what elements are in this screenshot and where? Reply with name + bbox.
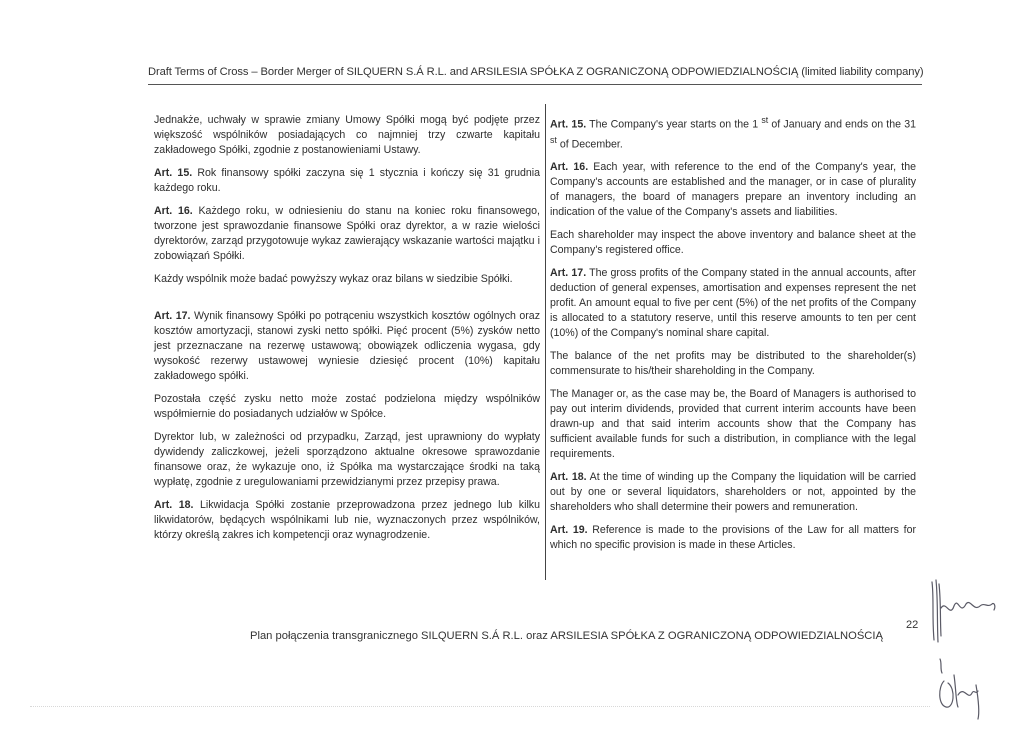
article-text: Reference is made to the provisions of the Law for all matters for which no specific provision is made in these Articles. xyxy=(550,524,916,552)
article-label: Art. 16. xyxy=(154,205,193,217)
column-divider xyxy=(545,104,546,580)
page-footer: Plan połączenia transgranicznego SILQUERN S.Á R.L. oraz ARSILESIA SPÓŁKA Z OGRANICZONĄ ODPOWIEDZIALNOŚCIĄ xyxy=(250,630,883,642)
article-label: Art. 17. xyxy=(154,310,191,322)
article-text: The Company's year starts on the 1 xyxy=(586,118,762,131)
signature-icon xyxy=(926,578,998,644)
paragraph-interim-pl: Dyrektor lub, w zależności od przypadku, Zarząd, jest uprawniony do wypłaty dywidendy zaliczkowej, jeżeli sporządzono aktualne okresowe sprawozdanie finansowe oraz, że wykazuje ono, iż Spółka ma wystarczające środki na taką wypłatę, zgodnie z uregulowaniami przewidzianymi przez przepisy prawa. xyxy=(154,431,540,488)
article-18-en xyxy=(550,470,916,515)
article-label: Art. 18. xyxy=(154,499,194,511)
article-15-pl xyxy=(154,166,540,196)
english-column xyxy=(550,113,916,561)
paragraph-balance-pl: Pozostała część zysku netto może zostać podzielona między wspólników współmiernie do posiadanych udziałów w Spółce. xyxy=(154,393,540,420)
ordinal-suffix: st xyxy=(761,115,769,125)
paragraph-interim-en: The Manager or, as the case may be, the Board of Managers is authorised to pay out interim dividends, provided that current interim accounts have been drawn-up and that said interim accounts show that the Company has sufficient available funds for such a distribution, in compliance with the legal requirements. xyxy=(550,388,916,461)
article-19-en xyxy=(550,523,916,553)
paragraph-inspect-pl: Każdy wspólnik może badać powyższy wykaz oraz bilans w siedzibie Spółki. xyxy=(154,273,513,285)
article-label: Art. 19. xyxy=(550,524,588,537)
article-text: Likwidacja Spółki zostanie przeprowadzona przez jednego lub kilku likwidatorów, będących wspólnikami lub nie, wyznaczonych przez wspólników, którzy określą zakres ich kompetencji oraz wynagrodzenie. xyxy=(154,499,540,541)
article-16-pl xyxy=(154,204,540,264)
article-16-en xyxy=(550,160,916,220)
article-text: The gross profits of the Company stated in the annual accounts, after deduction of general expenses, amortisation and expenses represent the net profit. An amount equal to five per cent (5%) of the net profits of the Company is allocated to a statutory reserve, until this reserve amounts to ten per cent (10%) of the Company's nominal share capital. xyxy=(550,267,916,340)
article-text: Każdego roku, w odniesieniu do stanu na koniec roku finansowego, tworzone jest sprawozdanie finansowe Spółki oraz dyrektor, a w razie wielości dyrektorów, zarząd przygotowuje wykaz zawierający wskazanie wartości majątku i zobowiązań Spółki. xyxy=(154,205,541,262)
article-17-en xyxy=(550,266,916,341)
page-header: Draft Terms of Cross – Border Merger of SILQUERN S.Á R.L. and ARSILESIA SPÓŁKA Z OGRANICZONĄ ODPOWIEDZIALNOŚCIĄ (limited liability company) xyxy=(148,66,924,78)
article-label: Art. 15. xyxy=(550,118,587,131)
article-18-pl xyxy=(154,498,540,543)
article-text: Each year, with reference to the end of the Company's year, the Company's accounts are established and the manager, or in case of plurality of managers, the board of managers prepare an inventory including an indication of the value of the Company's assets and liabilities. xyxy=(550,161,916,219)
article-15-en xyxy=(550,113,916,152)
initials-icon xyxy=(936,655,986,721)
paragraph-amendment: Jednakże, uchwały w sprawie zmiany Umowy Spółki mogą być podjęte przez większość wspólników posiadających co najmniej trzy czwarte kapitału zakładowego Spółki, zgodnie z postanowieniami Ustawy. xyxy=(154,114,540,156)
article-text: Rok finansowy spółki zaczyna się 1 stycznia i kończy się 31 grudnia każdego roku. xyxy=(154,167,541,194)
page-number: 22 xyxy=(906,619,919,631)
article-label: Art. 18. xyxy=(550,471,587,484)
polish-column xyxy=(154,113,540,551)
article-text: of December. xyxy=(556,138,623,151)
ordinal-suffix: st xyxy=(550,134,557,145)
paragraph-inspect-en: Each shareholder may inspect the above inventory and balance sheet at the Company's registered office. xyxy=(550,229,916,257)
paragraph-balance-en: The balance of the net profits may be distributed to the shareholder(s) commensurate to his/their shareholding in the Company. xyxy=(550,350,916,378)
article-text: of January and ends on the 31 xyxy=(768,118,916,131)
article-text: Wynik finansowy Spółki po potrąceniu wszystkich kosztów ogólnych oraz kosztów amortyzacji, stanowi zyski netto spółki. Pięć procent (5%) zysków netto jest przeznaczane na rezerwę ustawową; obowiązek odliczenia wygasa, gdy wysokość rezerwy ustawowej wyniesie dziesięć procent (10%) kapitału zakładowego spółki. xyxy=(154,310,541,382)
article-17-pl xyxy=(154,309,540,384)
scan-artifact xyxy=(30,706,930,707)
article-label: Art. 17. xyxy=(550,267,587,280)
header-rule xyxy=(148,84,922,85)
article-label: Art. 15. xyxy=(154,167,193,179)
article-text: At the time of winding up the Company the liquidation will be carried out by one or several liquidators, shareholders or not, appointed by the shareholders who shall determine their powers and remuneration. xyxy=(550,471,916,514)
article-label: Art. 16. xyxy=(550,161,589,174)
